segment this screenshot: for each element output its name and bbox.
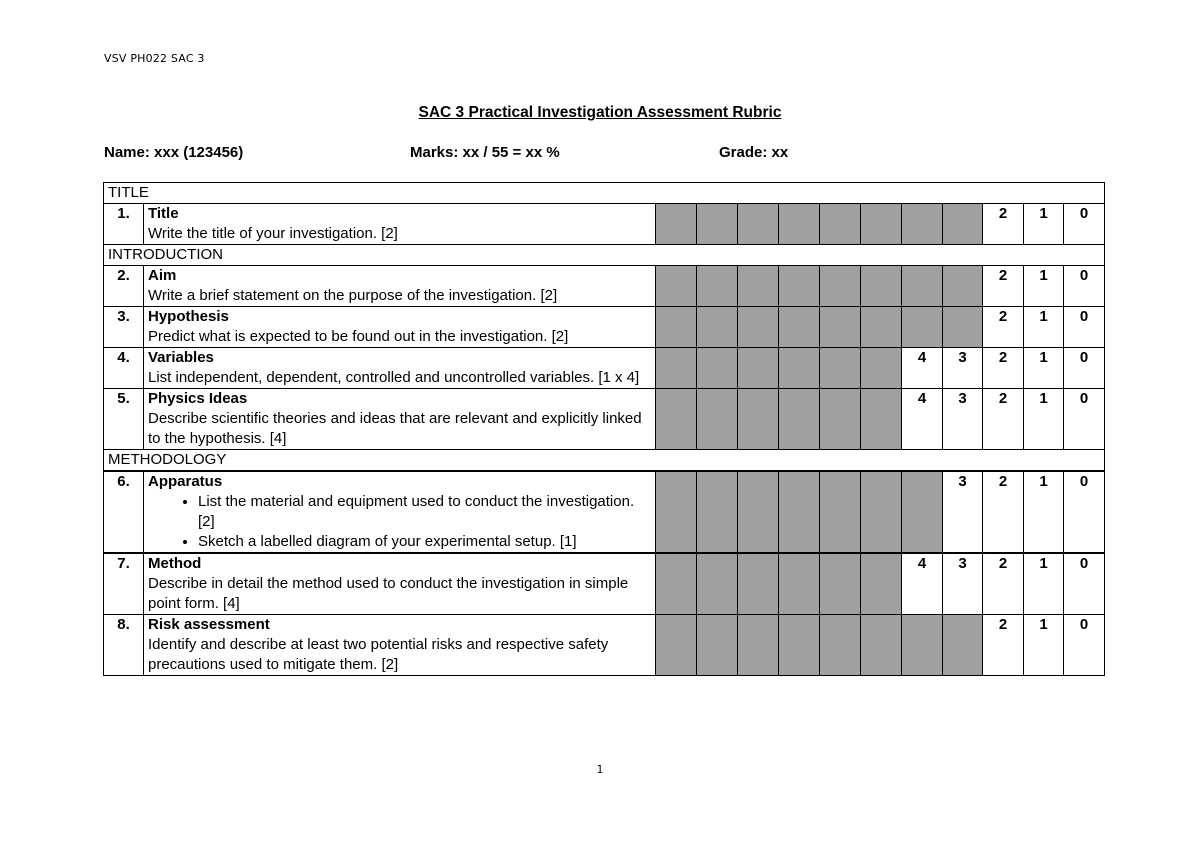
unavailable-score-cell	[861, 471, 902, 553]
unavailable-score-cell	[902, 204, 943, 245]
unavailable-score-cell	[656, 307, 697, 348]
unavailable-score-cell	[656, 389, 697, 450]
score-option: 2	[983, 389, 1024, 450]
criterion-title: Apparatus	[148, 473, 223, 490]
unavailable-score-cell	[697, 204, 738, 245]
unavailable-score-cell	[697, 615, 738, 676]
score-option: 2	[983, 471, 1024, 553]
unavailable-score-cell	[656, 204, 697, 245]
criterion-cell	[144, 553, 656, 615]
criterion-number: 2.	[104, 266, 144, 307]
unavailable-score-cell	[738, 348, 779, 389]
criterion-description: List independent, dependent, controlled and uncontrolled variables. [1 x 4]	[148, 369, 640, 386]
criterion-number: 3.	[104, 307, 144, 348]
document-title: SAC 3 Practical Investigation Assessment Rubric	[418, 104, 782, 121]
criterion-title: Variables	[148, 349, 214, 366]
score-option: 4	[902, 348, 943, 389]
unavailable-score-cell	[902, 307, 943, 348]
unavailable-score-cell	[697, 348, 738, 389]
unavailable-score-cell	[697, 471, 738, 553]
criterion-description: Describe in detail the method used to conduct the investigation in simple point form. [4]	[148, 575, 629, 612]
unavailable-score-cell	[943, 204, 983, 245]
criterion-title: Risk assessment	[148, 616, 270, 633]
score-option: 2	[983, 204, 1024, 245]
unavailable-score-cell	[656, 348, 697, 389]
unavailable-score-cell	[861, 204, 902, 245]
criterion-row	[104, 389, 1105, 450]
criterion-title: Physics Ideas	[148, 390, 248, 407]
student-name: Name: xxx (123456)	[104, 144, 244, 161]
criterion-number: 5.	[104, 389, 144, 450]
score-option: 2	[983, 553, 1024, 615]
unavailable-score-cell	[861, 615, 902, 676]
criterion-number: 4.	[104, 348, 144, 389]
unavailable-score-cell	[902, 266, 943, 307]
criterion-row	[104, 266, 1105, 307]
criterion-cell	[144, 307, 656, 348]
section-row-methodology	[104, 450, 1105, 472]
unavailable-score-cell	[779, 204, 820, 245]
unavailable-score-cell	[779, 266, 820, 307]
rubric-table	[103, 182, 1105, 676]
unavailable-score-cell	[738, 204, 779, 245]
score-option: 1	[1024, 615, 1064, 676]
score-option: 2	[983, 266, 1024, 307]
unavailable-score-cell	[738, 615, 779, 676]
unavailable-score-cell	[943, 615, 983, 676]
criterion-description: Write the title of your investigation. [2]	[148, 225, 398, 242]
section-heading: INTRODUCTION	[104, 245, 1105, 266]
score-option: 0	[1064, 266, 1105, 307]
score-option: 1	[1024, 307, 1064, 348]
unavailable-score-cell	[697, 307, 738, 348]
criterion-cell	[144, 348, 656, 389]
criterion-row	[104, 471, 1105, 553]
criterion-cell	[144, 204, 656, 245]
section-heading: TITLE	[104, 183, 1105, 204]
unavailable-score-cell	[738, 307, 779, 348]
criterion-title: Title	[148, 205, 179, 222]
section-heading: METHODOLOGY	[104, 450, 1105, 472]
grade-summary: Grade: xx	[719, 144, 789, 161]
score-option: 0	[1064, 615, 1105, 676]
criterion-cell	[144, 389, 656, 450]
unavailable-score-cell	[779, 389, 820, 450]
criterion-row	[104, 553, 1105, 615]
score-option: 3	[943, 348, 983, 389]
criterion-bullets	[148, 492, 651, 552]
score-option: 4	[902, 553, 943, 615]
unavailable-score-cell	[779, 307, 820, 348]
criterion-title: Method	[148, 555, 202, 572]
unavailable-score-cell	[697, 266, 738, 307]
page-number: 1	[596, 763, 604, 776]
unavailable-score-cell	[820, 471, 861, 553]
score-option: 3	[943, 553, 983, 615]
unavailable-score-cell	[861, 348, 902, 389]
section-row-introduction	[104, 245, 1105, 266]
criterion-cell	[144, 266, 656, 307]
criterion-description: Identify and describe at least two potential risks and respective safety precautions used to mitigate them. [2]	[148, 636, 609, 673]
score-option: 1	[1024, 553, 1064, 615]
score-option: 4	[902, 389, 943, 450]
score-option: 1	[1024, 348, 1064, 389]
score-option: 0	[1064, 204, 1105, 245]
score-option: 3	[943, 389, 983, 450]
unavailable-score-cell	[738, 389, 779, 450]
unavailable-score-cell	[779, 471, 820, 553]
unavailable-score-cell	[861, 307, 902, 348]
unavailable-score-cell	[656, 553, 697, 615]
score-option: 0	[1064, 553, 1105, 615]
criterion-row	[104, 348, 1105, 389]
criterion-title: Hypothesis	[148, 308, 229, 325]
criterion-number: 1.	[104, 204, 144, 245]
unavailable-score-cell	[820, 615, 861, 676]
section-row-title	[104, 183, 1105, 204]
unavailable-score-cell	[902, 471, 943, 553]
unavailable-score-cell	[656, 615, 697, 676]
unavailable-score-cell	[820, 204, 861, 245]
unavailable-score-cell	[902, 615, 943, 676]
criterion-row	[104, 307, 1105, 348]
unavailable-score-cell	[738, 471, 779, 553]
score-option: 0	[1064, 389, 1105, 450]
unavailable-score-cell	[943, 266, 983, 307]
score-option: 1	[1024, 204, 1064, 245]
score-option: 3	[943, 471, 983, 553]
score-option: 2	[983, 615, 1024, 676]
criterion-description: Describe scientific theories and ideas that are relevant and explicitly linked to the hypothesis. [4]	[148, 410, 642, 447]
unavailable-score-cell	[656, 266, 697, 307]
unavailable-score-cell	[656, 471, 697, 553]
criterion-number: 6.	[104, 471, 144, 553]
unavailable-score-cell	[738, 266, 779, 307]
criterion-bullet: • List the material and equipment used to conduct the investigation. [2]	[198, 492, 651, 532]
marks-summary: Marks: xx / 55 = xx %	[410, 144, 560, 161]
score-option: 1	[1024, 389, 1064, 450]
criterion-description: Write a brief statement on the purpose of the investigation. [2]	[148, 287, 558, 304]
unavailable-score-cell	[779, 348, 820, 389]
criterion-cell	[144, 471, 656, 553]
score-option: 1	[1024, 471, 1064, 553]
unavailable-score-cell	[820, 348, 861, 389]
criterion-cell	[144, 615, 656, 676]
score-option: 0	[1064, 348, 1105, 389]
unavailable-score-cell	[820, 553, 861, 615]
unavailable-score-cell	[738, 553, 779, 615]
score-option: 0	[1064, 307, 1105, 348]
criterion-number: 7.	[104, 553, 144, 615]
unavailable-score-cell	[820, 266, 861, 307]
unavailable-score-cell	[820, 307, 861, 348]
unavailable-score-cell	[861, 553, 902, 615]
unavailable-score-cell	[697, 389, 738, 450]
score-option: 2	[983, 307, 1024, 348]
document-header: VSV PH022 SAC 3	[104, 52, 205, 65]
criterion-bullet: • Sketch a labelled diagram of your experimental setup. [1]	[198, 532, 651, 552]
criterion-title: Aim	[148, 267, 177, 284]
unavailable-score-cell	[779, 615, 820, 676]
criterion-row	[104, 615, 1105, 676]
unavailable-score-cell	[820, 389, 861, 450]
unavailable-score-cell	[861, 266, 902, 307]
unavailable-score-cell	[779, 553, 820, 615]
criterion-row	[104, 204, 1105, 245]
unavailable-score-cell	[943, 307, 983, 348]
criterion-number: 8.	[104, 615, 144, 676]
criterion-description: Predict what is expected to be found out in the investigation. [2]	[148, 328, 569, 345]
score-option: 0	[1064, 471, 1105, 553]
unavailable-score-cell	[697, 553, 738, 615]
score-option: 1	[1024, 266, 1064, 307]
score-option: 2	[983, 348, 1024, 389]
unavailable-score-cell	[861, 389, 902, 450]
